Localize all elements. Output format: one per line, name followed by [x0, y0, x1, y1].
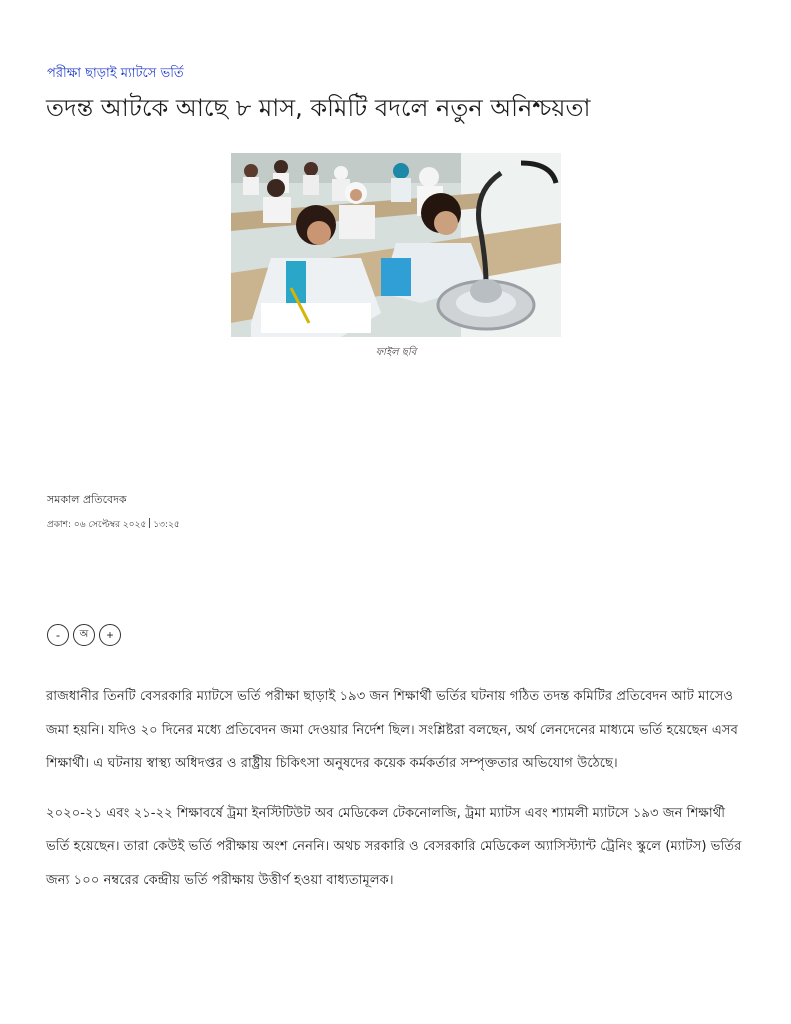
published-date-label: প্রকাশ: ০৬ সেপ্টেম্বর ২০২৫	[47, 520, 147, 530]
increase-font-button[interactable]: +	[99, 624, 121, 646]
image-caption: ফাইল ছবি	[375, 347, 417, 358]
reset-font-button[interactable]: অ	[73, 624, 95, 646]
article-paragraph: ২০২০-২১ এবং ২১-২২ শিক্ষাবর্ষে ট্রমা ইনস্টিটিউট অব মেডিকেল টেকনোলজি, ট্রমা ম্যাটস এবং শ্যামলী ম্যাটসে ১৯৩ জন শিক্ষার্থী ভর্তি হয়েছেন। তারা কেউই ভর্তি পরীক্ষায় অংশ নেননি। অথচ সরকারি ও বেসরকারি মেডিকেল অ্যাসিস্ট্যান্ট ট্রেনিং স্কুলে (ম্যাটস) ভর্তির জন্য ১০০ নম্বরের কেন্দ্রীয় ভর্তি পরীক্ষায় উত্তীর্ণ হওয়া বাধ্যতামূলক।	[46, 805, 742, 888]
published-time: ১৩:২৫	[153, 520, 180, 530]
font-size-controls	[47, 624, 121, 646]
article-photo	[231, 153, 561, 337]
decrease-font-button[interactable]: -	[47, 624, 69, 646]
article-paragraph: রাজধানীর তিনটি বেসরকারি ম্যাটসে ভর্তি পরীক্ষা ছাড়াই ১৯৩ জন শিক্ষার্থী ভর্তির ঘটনায় গঠিত তদন্ত কমিটির প্রতিবেদন আট মাসেও জমা হয়নি। যদিও ২০ দিনের মধ্যে প্রতিবেদন জমা দেওয়ার নির্দেশ ছিল। সংশ্লিষ্টরা বলছেন, অর্থ লেনদেনের মাধ্যমে ভর্তি হয়েছেন এসব শিক্ষার্থী। এ ঘটনায় স্বাস্থ্য অধিদপ্তর ও রাষ্ট্রীয় চিকিৎসা অনুষদের কয়েক কর্মকর্তার সম্পৃক্ততার অভিযোগ উঠেছে।	[46, 689, 738, 771]
published-date	[47, 517, 180, 532]
article-kicker-link[interactable]: পরীক্ষা ছাড়াই ম্যাটসে ভর্তি	[47, 66, 184, 81]
article-headline: তদন্ত আটকে আছে ৮ মাস, কমিটি বদলে নতুন অনিশ্চয়তা	[46, 94, 591, 122]
article-body	[46, 680, 750, 913]
date-time-separator	[149, 518, 150, 528]
author-byline: সমকাল প্রতিবেদক	[47, 493, 127, 506]
article-figure	[231, 153, 561, 362]
